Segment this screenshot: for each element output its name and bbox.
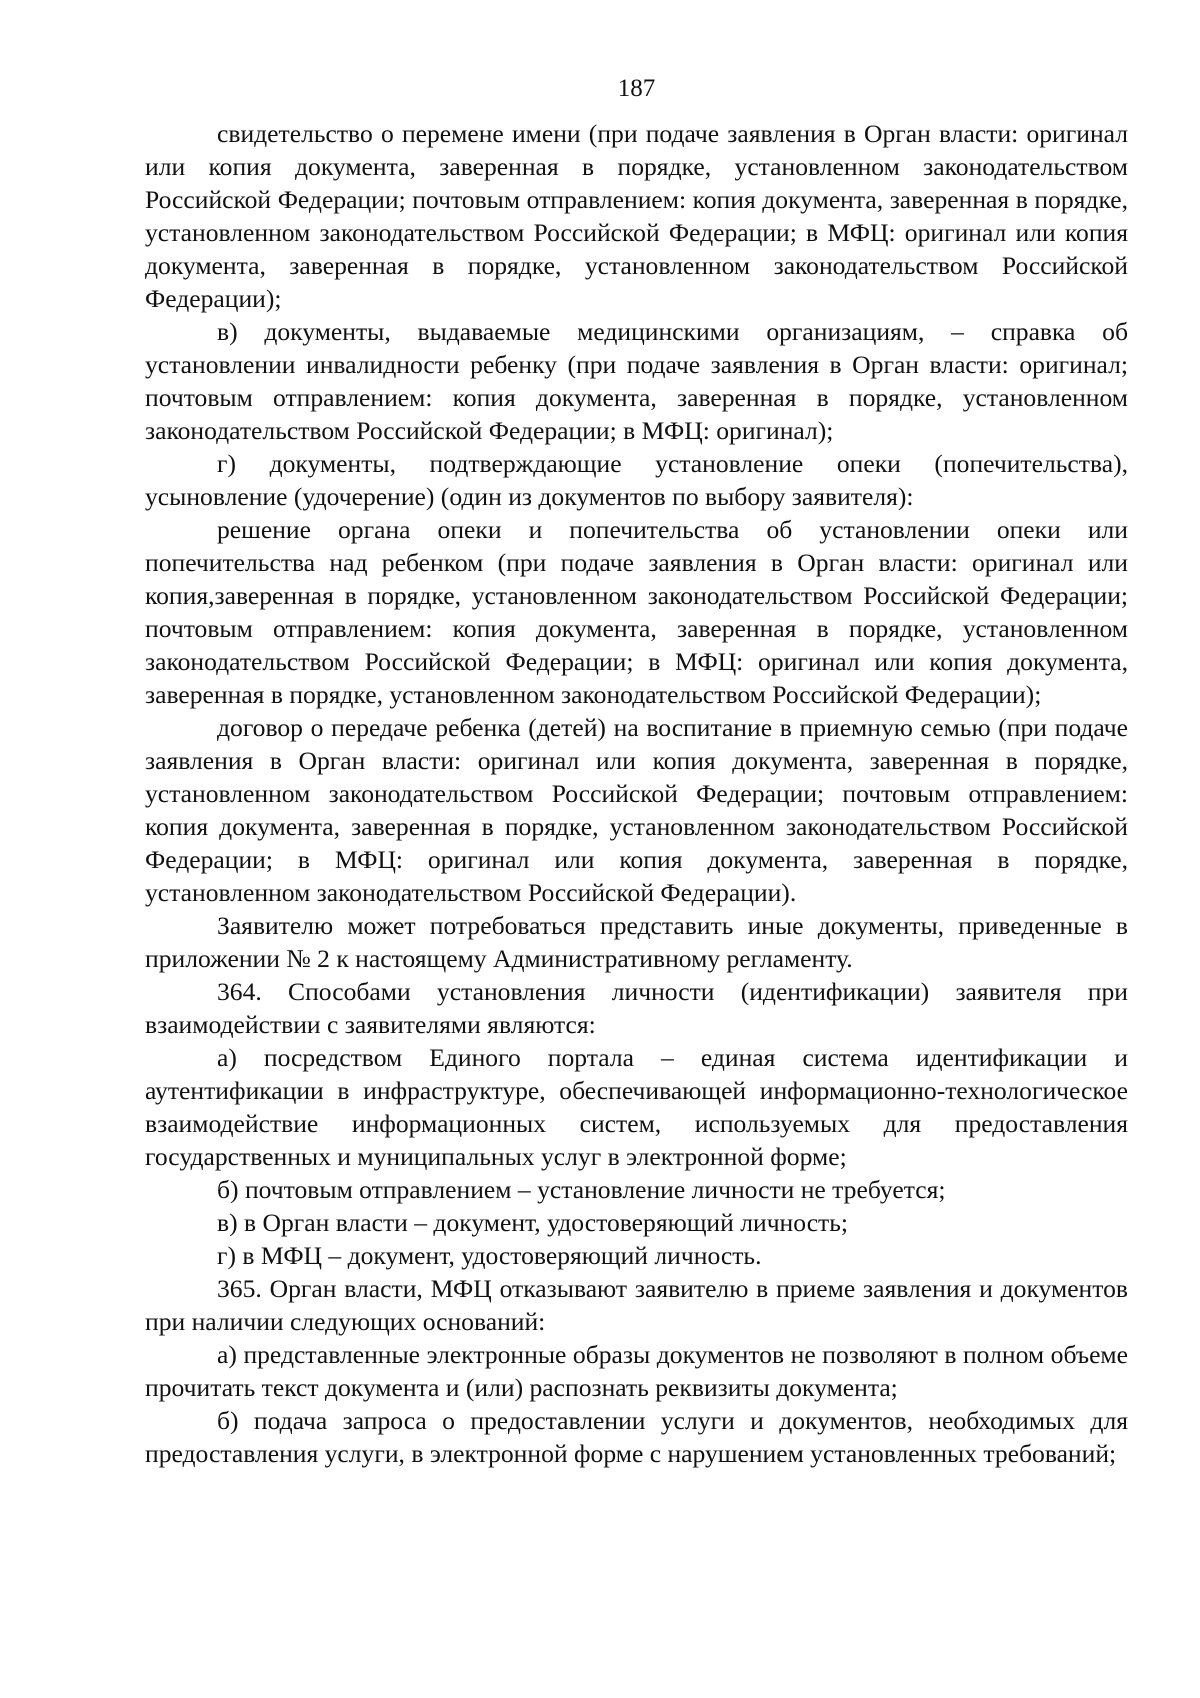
paragraph-364-b-mail: б) почтовым отправлением – установление личности не требуется;: [217, 1175, 946, 1204]
paragraph-364-v-authority: в) в Орган власти – документ, удостоверяющий личность;: [217, 1208, 849, 1237]
paragraph-other-documents: Заявителю может потребоваться представить иные документы, приведенные в приложении № 2 к настоящему Административному регламенту.: [145, 911, 1128, 973]
paragraph-364-identification: 364. Способами установления личности (идентификации) заявителя при взаимодействии с заявителями являются:: [145, 977, 1128, 1039]
document-page: [145, 72, 1128, 1470]
paragraph-365-b-request: б) подача запроса о предоставлении услуги и документов, необходимых для предоставления услуги, в электронной форме с нарушением установленных требований;: [145, 1406, 1128, 1468]
paragraph-guardianship-documents: г) документы, подтверждающие установление опеки (попечительства), усыновление (удочерение) (один из документов по выбору заявителя):: [145, 449, 1128, 511]
paragraph-364-a-portal: а) посредством Единого портала – единая система идентификации и аутентификации в инфраструктуре, обеспечивающей информационно-технологическое взаимодействие информационных систем, используемых для предоставления государственных и муниципальных услуг в электронной форме;: [145, 1043, 1128, 1171]
paragraph-name-change-certificate: свидетельство о перемене имени (при подаче заявления в Орган власти: оригинал или копия документа, заверенная в порядке, установленном законодательством Российской Федерации; почтовым отправлением: копия документа, заверенная в порядке, установленном законодательством Российской Федерации; в МФЦ: оригинал или копия документа, заверенная в порядке, установленном законодательством Российской Федерации);: [145, 119, 1128, 313]
page-number: 187: [617, 75, 656, 102]
paragraph-365-refusal: 365. Орган власти, МФЦ отказывают заявителю в приеме заявления и документов при наличии следующих оснований:: [145, 1274, 1128, 1336]
paragraph-guardianship-decision: решение органа опеки и попечительства об установлении опеки или попечительства над ребенком (при подаче заявления в Орган власти: оригинал или копия,заверенная в порядке, установленном законодательством Российской Федерации; почтовым отправлением: копия документа, заверенная в порядке, установленном законодательством Российской Федерации; в МФЦ: оригинал или копия документа, заверенная в порядке, установленном законодательством Российской Федерации);: [145, 515, 1128, 709]
paragraph-foster-family-contract: договор о передаче ребенка (детей) на воспитание в приемную семью (при подаче заявления в Орган власти: оригинал или копия документа, заверенная в порядке, установленном законодательством Российской Федерации; почтовым отправлением: копия документа, заверенная в порядке, установленном законодательством Российской Федерации; в МФЦ: оригинал или копия документа, заверенная в порядке, установленном законодательством Российской Федерации).: [145, 713, 1128, 907]
paragraph-medical-documents: в) документы, выдаваемые медицинскими организациям, – справка об установлении инвалидности ребенку (при подаче заявления в Орган власти: оригинал; почтовым отправлением: копия документа, заверенная в порядке, установленном законодательством Российской Федерации; в МФЦ: оригинал);: [145, 317, 1128, 445]
paragraph-364-g-mfc: г) в МФЦ – документ, удостоверяющий личность.: [217, 1241, 762, 1270]
paragraph-365-a-images: а) представленные электронные образы документов не позволяют в полном объеме прочитать текст документа и (или) распознать реквизиты документа;: [145, 1340, 1128, 1402]
